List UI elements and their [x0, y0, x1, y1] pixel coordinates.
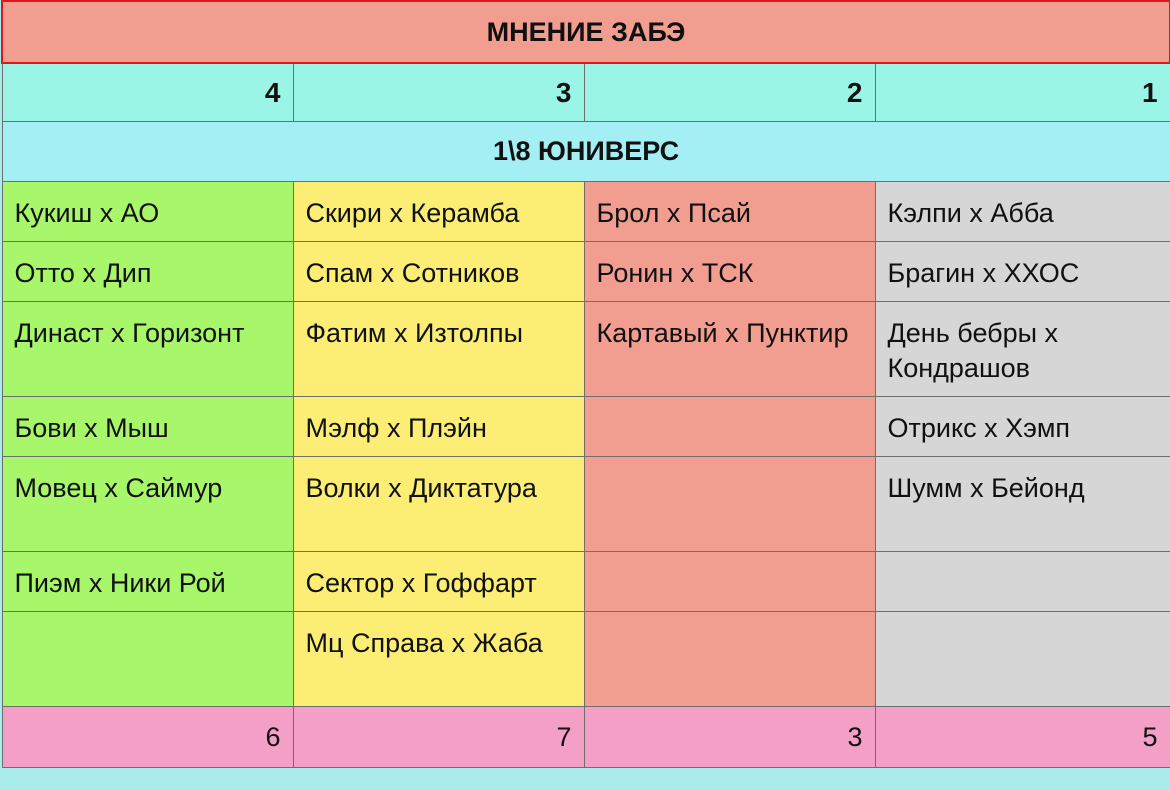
table-cell[interactable]: Скири х Керамба: [293, 182, 584, 242]
table-cell[interactable]: Фатим х Изтолпы: [293, 302, 584, 397]
table-cell[interactable]: Сектор х Гоффарт: [293, 552, 584, 612]
table-cell[interactable]: Пиэм х Ники Рой: [2, 552, 293, 612]
rank-cell-4[interactable]: 4: [2, 63, 293, 122]
table-cell[interactable]: Мц Справа х Жаба: [293, 612, 584, 707]
count-cell[interactable]: 6: [2, 707, 293, 768]
table-cell[interactable]: Картавый х Пунктир: [584, 302, 875, 397]
count-cell[interactable]: 7: [293, 707, 584, 768]
table-cell[interactable]: Мэлф х Плэйн: [293, 397, 584, 457]
title-row: [2, 1, 1170, 63]
table-cell[interactable]: [584, 457, 875, 552]
table-cell[interactable]: Отрикс х Хэмп: [875, 397, 1170, 457]
table-cell[interactable]: Династ х Горизонт: [2, 302, 293, 397]
table-cell[interactable]: Бови х Мыш: [2, 397, 293, 457]
table-cell[interactable]: [584, 552, 875, 612]
table-row: [2, 397, 1170, 457]
table-cell[interactable]: [2, 612, 293, 707]
table-row: [2, 457, 1170, 552]
count-row: [2, 707, 1170, 768]
table-cell[interactable]: Кэлпи х Абба: [875, 182, 1170, 242]
table-cell[interactable]: Брагин х ХХОС: [875, 242, 1170, 302]
rank-cell-3[interactable]: 3: [293, 63, 584, 122]
table-row: [2, 242, 1170, 302]
table-row: [2, 612, 1170, 707]
table-cell[interactable]: Ронин х ТСК: [584, 242, 875, 302]
table-cell[interactable]: Спам х Сотников: [293, 242, 584, 302]
count-cell[interactable]: 3: [584, 707, 875, 768]
table-title[interactable]: МНЕНИЕ ЗАБЭ: [2, 1, 1170, 63]
table-cell[interactable]: Шумм х Бейонд: [875, 457, 1170, 552]
rank-row: [2, 63, 1170, 122]
opinion-table: [1, 0, 1170, 768]
count-cell[interactable]: 5: [875, 707, 1170, 768]
table-row: [2, 552, 1170, 612]
table-cell[interactable]: [875, 552, 1170, 612]
table-cell[interactable]: Волки х Диктатура: [293, 457, 584, 552]
rank-cell-1[interactable]: 1: [875, 63, 1170, 122]
rank-cell-2[interactable]: 2: [584, 63, 875, 122]
section-row: [2, 122, 1170, 182]
table-cell[interactable]: Кукиш х АО: [2, 182, 293, 242]
table-cell[interactable]: Мовец х Саймур: [2, 457, 293, 552]
table-row: [2, 182, 1170, 242]
table-cell[interactable]: Отто х Дип: [2, 242, 293, 302]
table-cell[interactable]: Брол х Псай: [584, 182, 875, 242]
table-cell[interactable]: День бебры х Кондрашов: [875, 302, 1170, 397]
section-title[interactable]: 1\8 ЮНИВЕРС: [2, 122, 1170, 182]
table-cell[interactable]: [875, 612, 1170, 707]
table-row: [2, 302, 1170, 397]
table-cell[interactable]: [584, 612, 875, 707]
table-cell[interactable]: [584, 397, 875, 457]
